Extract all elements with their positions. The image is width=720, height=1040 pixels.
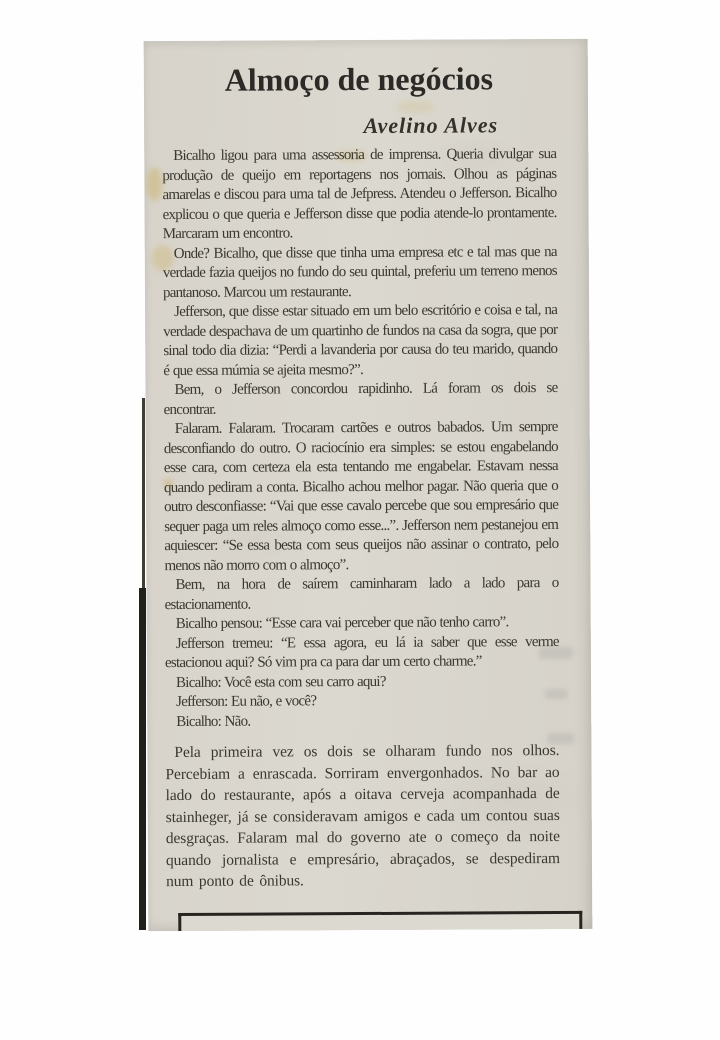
newspaper-clipping	[144, 39, 593, 931]
dialogue-line: Bicalho: Você esta com seu carro aqui?	[175, 673, 386, 691]
article-content	[144, 39, 592, 893]
article-paragraph: Falaram. Falaram. Trocaram cartões e outros babados. Um sempre desconfiando do outro. O raciocínio era simples: se estou engabelando esse cara, com certeza ela esta tentando me engabelar. Estavam nessa quando pediram a conta. Bicalho achou melhor pagar. Não queria que o outro desconfiasse: “Vai que esse cavalo percebe que sou empresário que sequer paga um reles almoço como esse...”. Jefferson nem pestanejou em aquiescer: “Se essa besta com seus queijos não assinar o contrato, pelo menos não morro com o almoço”.	[163, 419, 559, 574]
byline: Avelino Alves	[363, 112, 499, 139]
article-paragraph: Jefferson tremeu: “E essa agora, eu lá ia saber que esse verme estacionou aqui? Só vim pra ca para dar um certo charme.”	[164, 633, 559, 672]
column-rule	[139, 588, 146, 930]
article-paragraph: Bem, o Jefferson concordou rapidinho. Lá foram os dois se encontrar.	[163, 380, 558, 418]
dialogue-line: Jefferson: Eu não, e você?	[176, 693, 317, 711]
article-paragraph: Onde? Bicalho, que disse que tinha uma empresa etc e tal mas que na verdade fazia queijos no fundo do seu quintal, preferiu um terreno menos pantanoso. Marcou um restaurante.	[162, 243, 557, 301]
dialogue-line: Bicalho: Não.	[176, 713, 251, 730]
article-paragraph: Bem, na hora de saírem caminharam lado a lado para o estacionamento.	[164, 575, 559, 613]
column-rule	[142, 398, 145, 590]
article-paragraph: Jefferson, que disse estar situado em um belo escritório e coisa e tal, na verdade despachava de um quartinho de fundos na casa da sogra, que por sinal todo dia dizia: “Perdi a lavanderia por causa do teu marido, quando é que essa múmia se ajeita mesmo?”.	[163, 302, 558, 379]
article-paragraph: Bicalho ligou para uma assessoria de imprensa. Queria divulgar sua produção de queijo em reportagens nos jornais. Olhou as páginas amarelas e discou para uma tal de Jefpress. Atendeu o Jefferson. Bicalho explicou o que queria e Jefferson disse que podia atende-lo prontamente. Marcaram um encontro.	[162, 146, 557, 243]
article-title: Almoço de negócios	[224, 60, 494, 98]
next-article-box	[178, 911, 582, 931]
article-paragraph: Pela primeira vez os dois se olharam fundo nos olhos. Percebiam a enrascada. Sorriram envergonhados. No bar ao lado do restaurante, após a oitava cerveja acompanhada de stainheger, já se consideravam amigos e cada um contou suas desgraças. Falaram mal do governo ate o começo da noite quando jornalista e empresário, abraçados, se despediram num ponto de ônibus.	[165, 742, 561, 891]
article-paragraph: Bicalho pensou: “Esse cara vai perceber que não tenho carro”.	[175, 614, 509, 633]
